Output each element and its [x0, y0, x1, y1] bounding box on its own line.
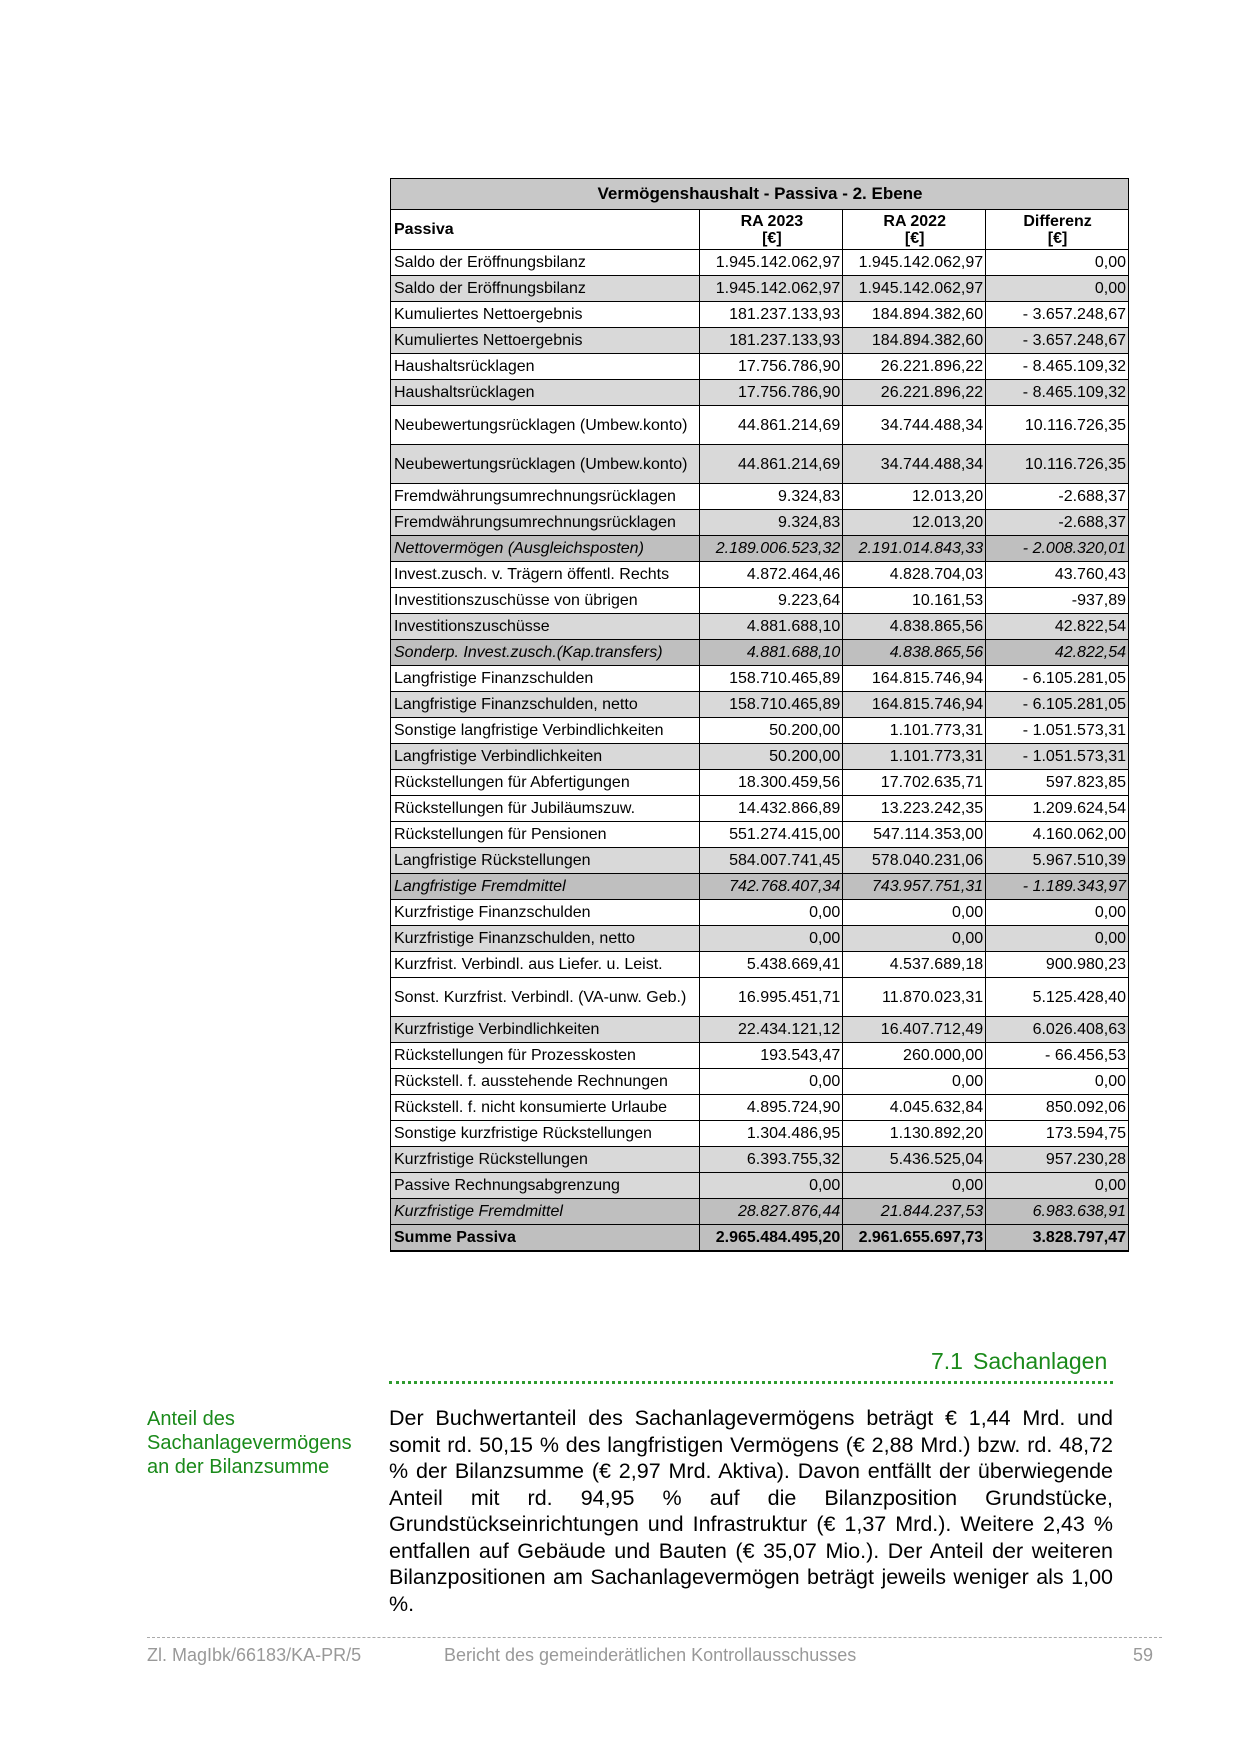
- value-ra-2023: 193.543,47: [700, 1043, 843, 1069]
- row-label: Sonstige kurzfristige Rückstellungen: [391, 1121, 700, 1147]
- value-differenz: -2.688,37: [986, 484, 1129, 510]
- table-row: [391, 406, 1129, 445]
- section-number: 7.1: [931, 1348, 963, 1374]
- value-ra-2023: 1.945.142.062,97: [700, 250, 843, 276]
- table-row: [391, 978, 1129, 1017]
- row-label: Rückstellungen für Pensionen: [391, 822, 700, 848]
- row-label: Langfristige Fremdmittel: [391, 874, 700, 900]
- value-differenz: -937,89: [986, 588, 1129, 614]
- row-label: Haushaltsrücklagen: [391, 354, 700, 380]
- row-label: Fremdwährungsumrechnungsrücklagen: [391, 510, 700, 536]
- value-ra-2022: 26.221.896,22: [843, 354, 986, 380]
- body-paragraph: Der Buchwertanteil des Sachanlagevermögens beträgt € 1,44 Mrd. und somit rd. 50,15 % des langfristigen Vermögens (€ 2,88 Mrd.) bzw. rd. 48,72 % der Bilanzsumme (€ 2,97 Mrd. Aktiva). Davon entfällt der überwiegende Anteil mit rd. 94,95 % auf die Bilanzposition Grundstücke, Grundstückseinrichtungen und Infrastruktur (€ 1,37 Mrd.). Weitere 2,43 % entfallen auf Gebäude und Bauten (€ 35,07 Mio.). Der Anteil der weiteren Bilanzpositionen am Sachanlagevermögen beträgt jeweils weniger als 1,00 %.: [389, 1406, 1113, 1616]
- table-row: [391, 1069, 1129, 1095]
- value-ra-2023: 584.007.741,45: [700, 848, 843, 874]
- value-ra-2023: 14.432.866,89: [700, 796, 843, 822]
- value-ra-2022: 1.945.142.062,97: [843, 276, 986, 302]
- row-label: Kurzfristige Verbindlichkeiten: [391, 1017, 700, 1043]
- value-ra-2022: 4.537.689,18: [843, 952, 986, 978]
- value-ra-2023: 5.438.669,41: [700, 952, 843, 978]
- table-row: [391, 666, 1129, 692]
- row-label: Langfristige Verbindlichkeiten: [391, 744, 700, 770]
- table-row: [391, 588, 1129, 614]
- table-row: [391, 536, 1129, 562]
- value-ra-2022: 1.101.773,31: [843, 744, 986, 770]
- table-row: [391, 1225, 1129, 1252]
- value-ra-2022: 4.045.632,84: [843, 1095, 986, 1121]
- table-row: [391, 1199, 1129, 1225]
- value-differenz: 597.823,85: [986, 770, 1129, 796]
- value-ra-2023: 18.300.459,56: [700, 770, 843, 796]
- row-label: Kumuliertes Nettoergebnis: [391, 302, 700, 328]
- value-differenz: 1.209.624,54: [986, 796, 1129, 822]
- value-ra-2023: 4.881.688,10: [700, 640, 843, 666]
- table-row: [391, 380, 1129, 406]
- value-ra-2023: 742.768.407,34: [700, 874, 843, 900]
- row-label: Summe Passiva: [391, 1225, 700, 1252]
- section-divider: [389, 1381, 1113, 1384]
- row-label: Invest.zusch. v. Trägern öffentl. Rechts: [391, 562, 700, 588]
- value-ra-2023: 0,00: [700, 1069, 843, 1095]
- value-differenz: - 3.657.248,67: [986, 302, 1129, 328]
- value-ra-2023: 2.965.484.495,20: [700, 1225, 843, 1252]
- value-differenz: - 8.465.109,32: [986, 380, 1129, 406]
- row-label: Fremdwährungsumrechnungsrücklagen: [391, 484, 700, 510]
- value-ra-2022: 547.114.353,00: [843, 822, 986, 848]
- value-ra-2023: 50.200,00: [700, 718, 843, 744]
- row-label: Kurzfristige Finanzschulden: [391, 900, 700, 926]
- value-differenz: - 6.105.281,05: [986, 692, 1129, 718]
- row-label: Haushaltsrücklagen: [391, 380, 700, 406]
- row-label: Kurzfristige Fremdmittel: [391, 1199, 700, 1225]
- value-ra-2022: 260.000,00: [843, 1043, 986, 1069]
- value-differenz: - 1.051.573,31: [986, 718, 1129, 744]
- table-row: [391, 354, 1129, 380]
- value-ra-2023: 4.872.464,46: [700, 562, 843, 588]
- value-differenz: 3.828.797,47: [986, 1225, 1129, 1252]
- value-ra-2022: 13.223.242,35: [843, 796, 986, 822]
- footer-title: Bericht des gemeinderätlichen Kontrollausschusses: [444, 1645, 857, 1665]
- value-ra-2023: 181.237.133,93: [700, 328, 843, 354]
- row-label: Rückstell. f. nicht konsumierte Urlaube: [391, 1095, 700, 1121]
- value-differenz: 43.760,43: [986, 562, 1129, 588]
- value-differenz: - 2.008.320,01: [986, 536, 1129, 562]
- row-label: Investitionszuschüsse: [391, 614, 700, 640]
- value-ra-2022: 184.894.382,60: [843, 302, 986, 328]
- table-row: [391, 510, 1129, 536]
- value-differenz: - 1.051.573,31: [986, 744, 1129, 770]
- value-ra-2023: 0,00: [700, 900, 843, 926]
- value-ra-2023: 22.434.121,12: [700, 1017, 843, 1043]
- table-row: [391, 276, 1129, 302]
- value-ra-2022: 4.838.865,56: [843, 640, 986, 666]
- value-differenz: 6.983.638,91: [986, 1199, 1129, 1225]
- value-differenz: 5.967.510,39: [986, 848, 1129, 874]
- value-differenz: 0,00: [986, 900, 1129, 926]
- value-ra-2022: 11.870.023,31: [843, 978, 986, 1017]
- value-differenz: 850.092,06: [986, 1095, 1129, 1121]
- value-ra-2022: 10.161,53: [843, 588, 986, 614]
- row-label: Sonstige langfristige Verbindlichkeiten: [391, 718, 700, 744]
- table-row: [391, 822, 1129, 848]
- value-ra-2022: 2.961.655.697,73: [843, 1225, 986, 1252]
- value-ra-2022: 4.838.865,56: [843, 614, 986, 640]
- value-ra-2023: 0,00: [700, 926, 843, 952]
- value-differenz: 900.980,23: [986, 952, 1129, 978]
- page-number: 59: [1133, 1645, 1154, 1665]
- table-row: [391, 640, 1129, 666]
- value-ra-2023: 4.895.724,90: [700, 1095, 843, 1121]
- value-ra-2023: 16.995.451,71: [700, 978, 843, 1017]
- value-ra-2022: 5.436.525,04: [843, 1147, 986, 1173]
- header-differenz: Differenz [€]: [986, 210, 1129, 250]
- value-differenz: 4.160.062,00: [986, 822, 1129, 848]
- table-row: [391, 796, 1129, 822]
- row-label: Langfristige Rückstellungen: [391, 848, 700, 874]
- value-differenz: - 6.105.281,05: [986, 666, 1129, 692]
- value-ra-2022: 2.191.014.843,33: [843, 536, 986, 562]
- row-label: Kurzfristige Rückstellungen: [391, 1147, 700, 1173]
- table-row: [391, 874, 1129, 900]
- value-ra-2022: 16.407.712,49: [843, 1017, 986, 1043]
- value-ra-2022: 26.221.896,22: [843, 380, 986, 406]
- header-ra-2023: RA 2023 [€]: [700, 210, 843, 250]
- table-row: [391, 926, 1129, 952]
- value-differenz: 173.594,75: [986, 1121, 1129, 1147]
- table-row: [391, 328, 1129, 354]
- value-differenz: 5.125.428,40: [986, 978, 1129, 1017]
- value-ra-2022: 164.815.746,94: [843, 666, 986, 692]
- value-differenz: 0,00: [986, 276, 1129, 302]
- table-row: [391, 250, 1129, 276]
- value-ra-2022: 743.957.751,31: [843, 874, 986, 900]
- value-ra-2023: 9.324,83: [700, 510, 843, 536]
- value-ra-2022: 12.013,20: [843, 510, 986, 536]
- value-differenz: 42.822,54: [986, 614, 1129, 640]
- value-ra-2023: 1.304.486,95: [700, 1121, 843, 1147]
- row-label: Sonderp. Invest.zusch.(Kap.transfers): [391, 640, 700, 666]
- table-row: [391, 1043, 1129, 1069]
- table-row: [391, 1095, 1129, 1121]
- footer-reference: Zl. MagIbk/66183/KA-PR/5: [147, 1645, 362, 1665]
- table-row: [391, 1017, 1129, 1043]
- row-label: Neubewertungsrücklagen (Umbew.konto): [391, 406, 700, 445]
- table-row: [391, 484, 1129, 510]
- table-row: [391, 1173, 1129, 1199]
- value-differenz: - 3.657.248,67: [986, 328, 1129, 354]
- table-row: [391, 900, 1129, 926]
- table-row: [391, 692, 1129, 718]
- row-label: Rückstell. f. ausstehende Rechnungen: [391, 1069, 700, 1095]
- footer-divider: [147, 1637, 1162, 1638]
- value-differenz: -2.688,37: [986, 510, 1129, 536]
- value-ra-2023: 17.756.786,90: [700, 380, 843, 406]
- value-ra-2022: 4.828.704,03: [843, 562, 986, 588]
- value-differenz: 0,00: [986, 1173, 1129, 1199]
- value-ra-2023: 6.393.755,32: [700, 1147, 843, 1173]
- value-ra-2022: 17.702.635,71: [843, 770, 986, 796]
- table-row: [391, 1121, 1129, 1147]
- value-ra-2023: 9.324,83: [700, 484, 843, 510]
- value-ra-2023: 551.274.415,00: [700, 822, 843, 848]
- table-row: [391, 718, 1129, 744]
- value-differenz: 0,00: [986, 926, 1129, 952]
- table-row: [391, 614, 1129, 640]
- value-differenz: 957.230,28: [986, 1147, 1129, 1173]
- value-ra-2023: 0,00: [700, 1173, 843, 1199]
- value-ra-2022: 1.945.142.062,97: [843, 250, 986, 276]
- passiva-table: [390, 178, 1129, 1252]
- value-ra-2023: 28.827.876,44: [700, 1199, 843, 1225]
- value-ra-2022: 1.130.892,20: [843, 1121, 986, 1147]
- table-row: [391, 1147, 1129, 1173]
- row-label: Nettovermögen (Ausgleichsposten): [391, 536, 700, 562]
- value-ra-2023: 158.710.465,89: [700, 692, 843, 718]
- value-ra-2023: 17.756.786,90: [700, 354, 843, 380]
- row-label: Kurzfristige Finanzschulden, netto: [391, 926, 700, 952]
- row-label: Saldo der Eröffnungsbilanz: [391, 250, 700, 276]
- value-ra-2022: 164.815.746,94: [843, 692, 986, 718]
- row-label: Langfristige Finanzschulden: [391, 666, 700, 692]
- value-ra-2023: 9.223,64: [700, 588, 843, 614]
- value-ra-2022: 578.040.231,06: [843, 848, 986, 874]
- section-title: Sachanlagen: [972, 1348, 1108, 1374]
- row-label: Rückstellungen für Prozesskosten: [391, 1043, 700, 1069]
- value-differenz: 10.116.726,35: [986, 406, 1129, 445]
- value-ra-2022: 12.013,20: [843, 484, 986, 510]
- value-ra-2022: 184.894.382,60: [843, 328, 986, 354]
- row-label: Passive Rechnungsabgrenzung: [391, 1173, 700, 1199]
- value-ra-2023: 50.200,00: [700, 744, 843, 770]
- value-ra-2022: 0,00: [843, 926, 986, 952]
- value-ra-2022: 0,00: [843, 900, 986, 926]
- value-ra-2022: 0,00: [843, 1069, 986, 1095]
- row-label: Rückstellungen für Abfertigungen: [391, 770, 700, 796]
- value-differenz: - 66.456,53: [986, 1043, 1129, 1069]
- table-row: [391, 744, 1129, 770]
- value-differenz: - 1.189.343,97: [986, 874, 1129, 900]
- section-heading: [931, 1348, 1107, 1375]
- value-ra-2023: 1.945.142.062,97: [700, 276, 843, 302]
- table-row: [391, 952, 1129, 978]
- value-ra-2023: 181.237.133,93: [700, 302, 843, 328]
- value-ra-2022: 1.101.773,31: [843, 718, 986, 744]
- table-row: [391, 562, 1129, 588]
- value-ra-2023: 44.861.214,69: [700, 406, 843, 445]
- value-ra-2022: 21.844.237,53: [843, 1199, 986, 1225]
- row-label: Rückstellungen für Jubiläumszuw.: [391, 796, 700, 822]
- header-passiva: Passiva: [391, 210, 700, 250]
- table-row: [391, 770, 1129, 796]
- value-ra-2022: 0,00: [843, 1173, 986, 1199]
- row-label: Neubewertungsrücklagen (Umbew.konto): [391, 445, 700, 484]
- value-differenz: 6.026.408,63: [986, 1017, 1129, 1043]
- header-ra-2022: RA 2022 [€]: [843, 210, 986, 250]
- value-ra-2023: 158.710.465,89: [700, 666, 843, 692]
- row-label: Investitionszuschüsse von übrigen: [391, 588, 700, 614]
- value-ra-2023: 44.861.214,69: [700, 445, 843, 484]
- value-differenz: 0,00: [986, 250, 1129, 276]
- row-label: Saldo der Eröffnungsbilanz: [391, 276, 700, 302]
- value-differenz: 42.822,54: [986, 640, 1129, 666]
- table-row: [391, 302, 1129, 328]
- value-differenz: 0,00: [986, 1069, 1129, 1095]
- value-ra-2022: 34.744.488,34: [843, 445, 986, 484]
- margin-note: Anteil des Sachanlagevermögens an der Bilanzsumme: [147, 1408, 352, 1478]
- value-ra-2022: 34.744.488,34: [843, 406, 986, 445]
- table-title: Vermögenshaushalt - Passiva - 2. Ebene: [391, 179, 1129, 210]
- table-row: [391, 848, 1129, 874]
- row-label: Kurzfrist. Verbindl. aus Liefer. u. Leist.: [391, 952, 700, 978]
- value-differenz: 10.116.726,35: [986, 445, 1129, 484]
- row-label: Langfristige Finanzschulden, netto: [391, 692, 700, 718]
- row-label: Kumuliertes Nettoergebnis: [391, 328, 700, 354]
- table-row: [391, 445, 1129, 484]
- value-ra-2023: 4.881.688,10: [700, 614, 843, 640]
- row-label: Sonst. Kurzfrist. Verbindl. (VA-unw. Geb.): [391, 978, 700, 1017]
- value-ra-2023: 2.189.006.523,32: [700, 536, 843, 562]
- value-differenz: - 8.465.109,32: [986, 354, 1129, 380]
